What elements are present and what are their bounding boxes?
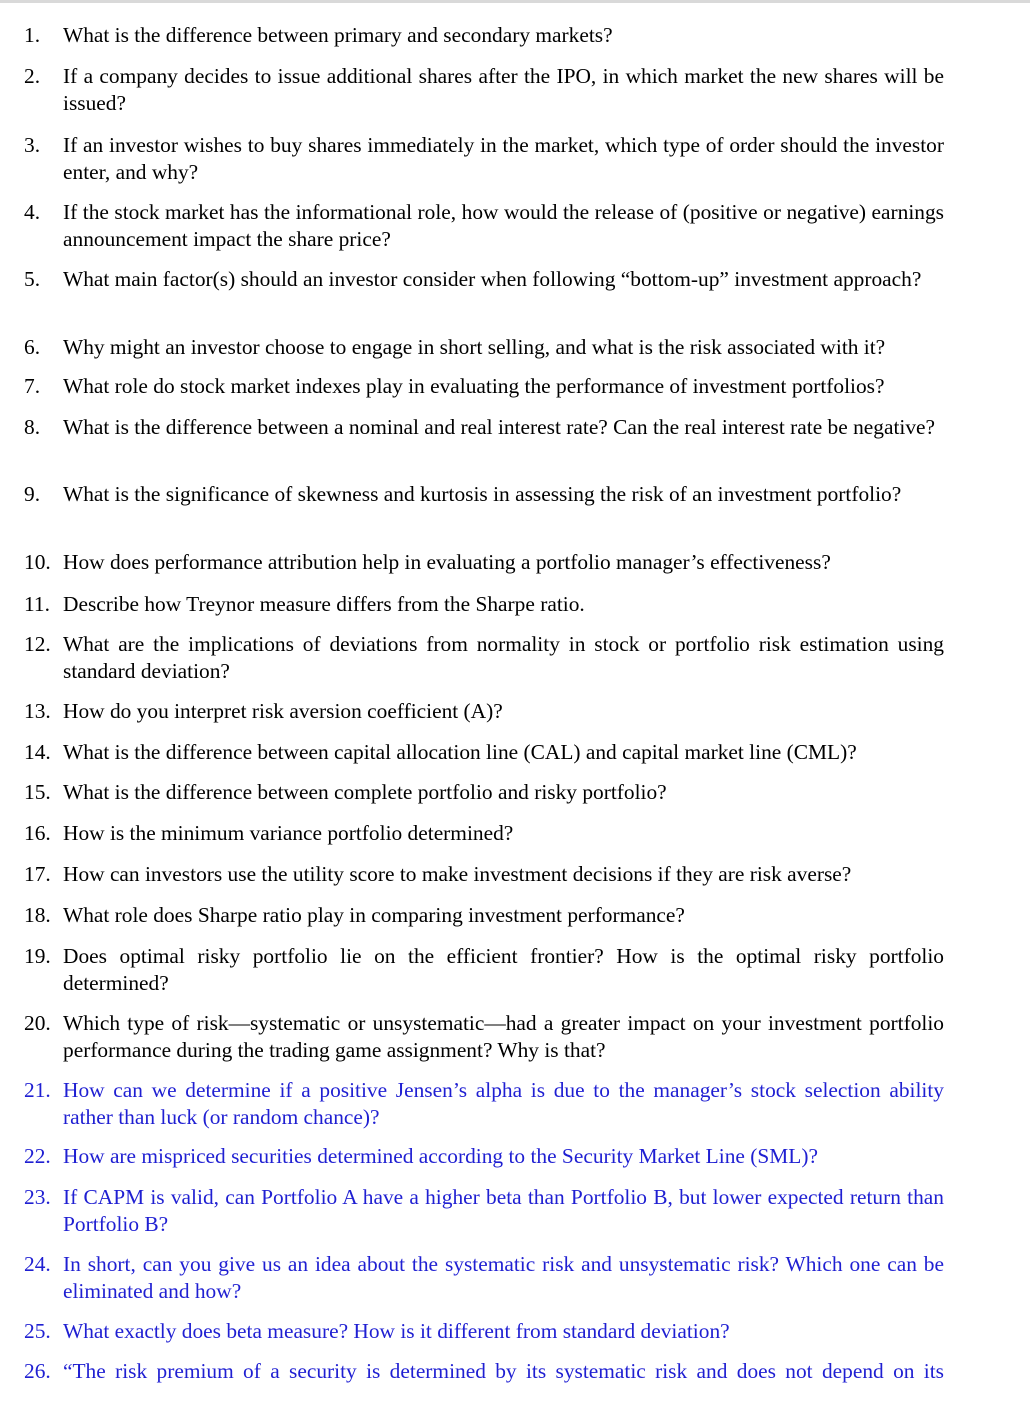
question-number: 5. <box>24 267 41 291</box>
question-item <box>24 1077 944 1130</box>
question-text: How does performance attribution help in evaluating a portfolio manager’s effectiveness? <box>63 550 831 574</box>
question-item <box>24 1010 944 1063</box>
question-item <box>24 698 944 725</box>
question-item <box>24 739 944 766</box>
question-number: 23. <box>24 1185 51 1209</box>
question-text: How can we determine if a positive Jensen’s alpha is due to the manager’s stock selection ability rather than luck (or random chance)? <box>63 1078 944 1129</box>
question-number: 13. <box>24 699 51 723</box>
question-text: If a company decides to issue additional shares after the IPO, in which market the new shares will be issued? <box>63 64 944 115</box>
question-number: 3. <box>24 133 41 157</box>
question-text: Which type of risk—systematic or unsystematic—had a greater impact on your investment portfolio performance during the trading game assignment? Why is that? <box>63 1011 944 1062</box>
question-number: 19. <box>24 944 51 968</box>
question-number: 15. <box>24 780 51 804</box>
question-text: What is the difference between complete portfolio and risky portfolio? <box>63 780 667 804</box>
question-text: If an investor wishes to buy shares immediately in the market, which type of order should the investor enter, and why? <box>63 133 944 184</box>
question-item <box>24 414 944 441</box>
question-number: 2. <box>24 64 41 88</box>
question-number: 8. <box>24 415 41 439</box>
question-number: 12. <box>24 632 51 656</box>
question-number: 25. <box>24 1319 51 1343</box>
question-item <box>24 481 944 508</box>
question-item <box>24 132 944 185</box>
question-item <box>24 902 944 929</box>
question-number: 16. <box>24 821 51 845</box>
question-item <box>24 1358 944 1385</box>
page-top-border <box>0 0 1030 3</box>
question-item <box>24 861 944 888</box>
question-item <box>24 1251 944 1304</box>
question-text: What is the significance of skewness and kurtosis in assessing the risk of an investment portfolio? <box>63 482 902 506</box>
question-text: What is the difference between primary and secondary markets? <box>63 23 613 47</box>
question-text: If CAPM is valid, can Portfolio A have a higher beta than Portfolio B, but lower expected return than Portfolio B? <box>63 1185 944 1236</box>
question-item <box>24 373 944 400</box>
question-text: How do you interpret risk aversion coefficient (A)? <box>63 699 503 723</box>
question-text: How are mispriced securities determined according to the Security Market Line (SML)? <box>63 1144 818 1168</box>
question-item <box>24 943 944 996</box>
question-number: 17. <box>24 862 51 886</box>
question-text: What are the implications of deviations from normality in stock or portfolio risk estimation using standard deviation? <box>63 632 944 683</box>
question-text: If the stock market has the informational role, how would the release of (positive or negative) earnings announcement impact the share price? <box>63 200 944 251</box>
question-number: 6. <box>24 335 41 359</box>
question-text: What role do stock market indexes play in evaluating the performance of investment portfolios? <box>63 374 885 398</box>
question-text: Why might an investor choose to engage in short selling, and what is the risk associated with it? <box>63 335 886 359</box>
question-item <box>24 549 944 576</box>
question-text: “The risk premium of a security is determined by its systematic risk and does not depend on its <box>63 1359 944 1383</box>
question-number: 22. <box>24 1144 51 1168</box>
question-text: How can investors use the utility score to make investment decisions if they are risk averse? <box>63 862 852 886</box>
question-text: What main factor(s) should an investor consider when following “bottom-up” investment approach? <box>63 267 922 291</box>
question-item <box>24 22 944 49</box>
question-item <box>24 631 944 684</box>
question-text: Does optimal risky portfolio lie on the efficient frontier? How is the optimal risky portfolio determined? <box>63 944 944 995</box>
question-number: 1. <box>24 23 41 47</box>
question-item <box>24 820 944 847</box>
question-item <box>24 63 944 116</box>
question-text: Describe how Treynor measure differs from the Sharpe ratio. <box>63 592 585 616</box>
question-item <box>24 591 944 618</box>
question-text: What exactly does beta measure? How is it different from standard deviation? <box>63 1319 730 1343</box>
question-item <box>24 1184 944 1237</box>
question-number: 24. <box>24 1252 51 1276</box>
question-number: 18. <box>24 903 51 927</box>
question-number: 4. <box>24 200 41 224</box>
question-number: 10. <box>24 550 51 574</box>
question-text: What is the difference between capital allocation line (CAL) and capital market line (CML)? <box>63 740 857 764</box>
question-item <box>24 199 944 252</box>
question-number: 11. <box>24 592 50 616</box>
question-number: 14. <box>24 740 51 764</box>
question-number: 26. <box>24 1359 51 1383</box>
question-item <box>24 266 944 293</box>
question-text: What is the difference between a nominal and real interest rate? Can the real interest rate be negative? <box>63 415 936 439</box>
question-item <box>24 334 944 361</box>
question-item <box>24 1143 944 1170</box>
question-number: 9. <box>24 482 41 506</box>
question-item <box>24 779 944 806</box>
question-text: How is the minimum variance portfolio determined? <box>63 821 514 845</box>
question-item <box>24 1318 944 1345</box>
question-text: What role does Sharpe ratio play in comparing investment performance? <box>63 903 685 927</box>
question-number: 21. <box>24 1078 51 1102</box>
question-number: 20. <box>24 1011 51 1035</box>
question-number: 7. <box>24 374 41 398</box>
question-text: In short, can you give us an idea about the systematic risk and unsystematic risk? Which one can be eliminated and how? <box>63 1252 944 1303</box>
